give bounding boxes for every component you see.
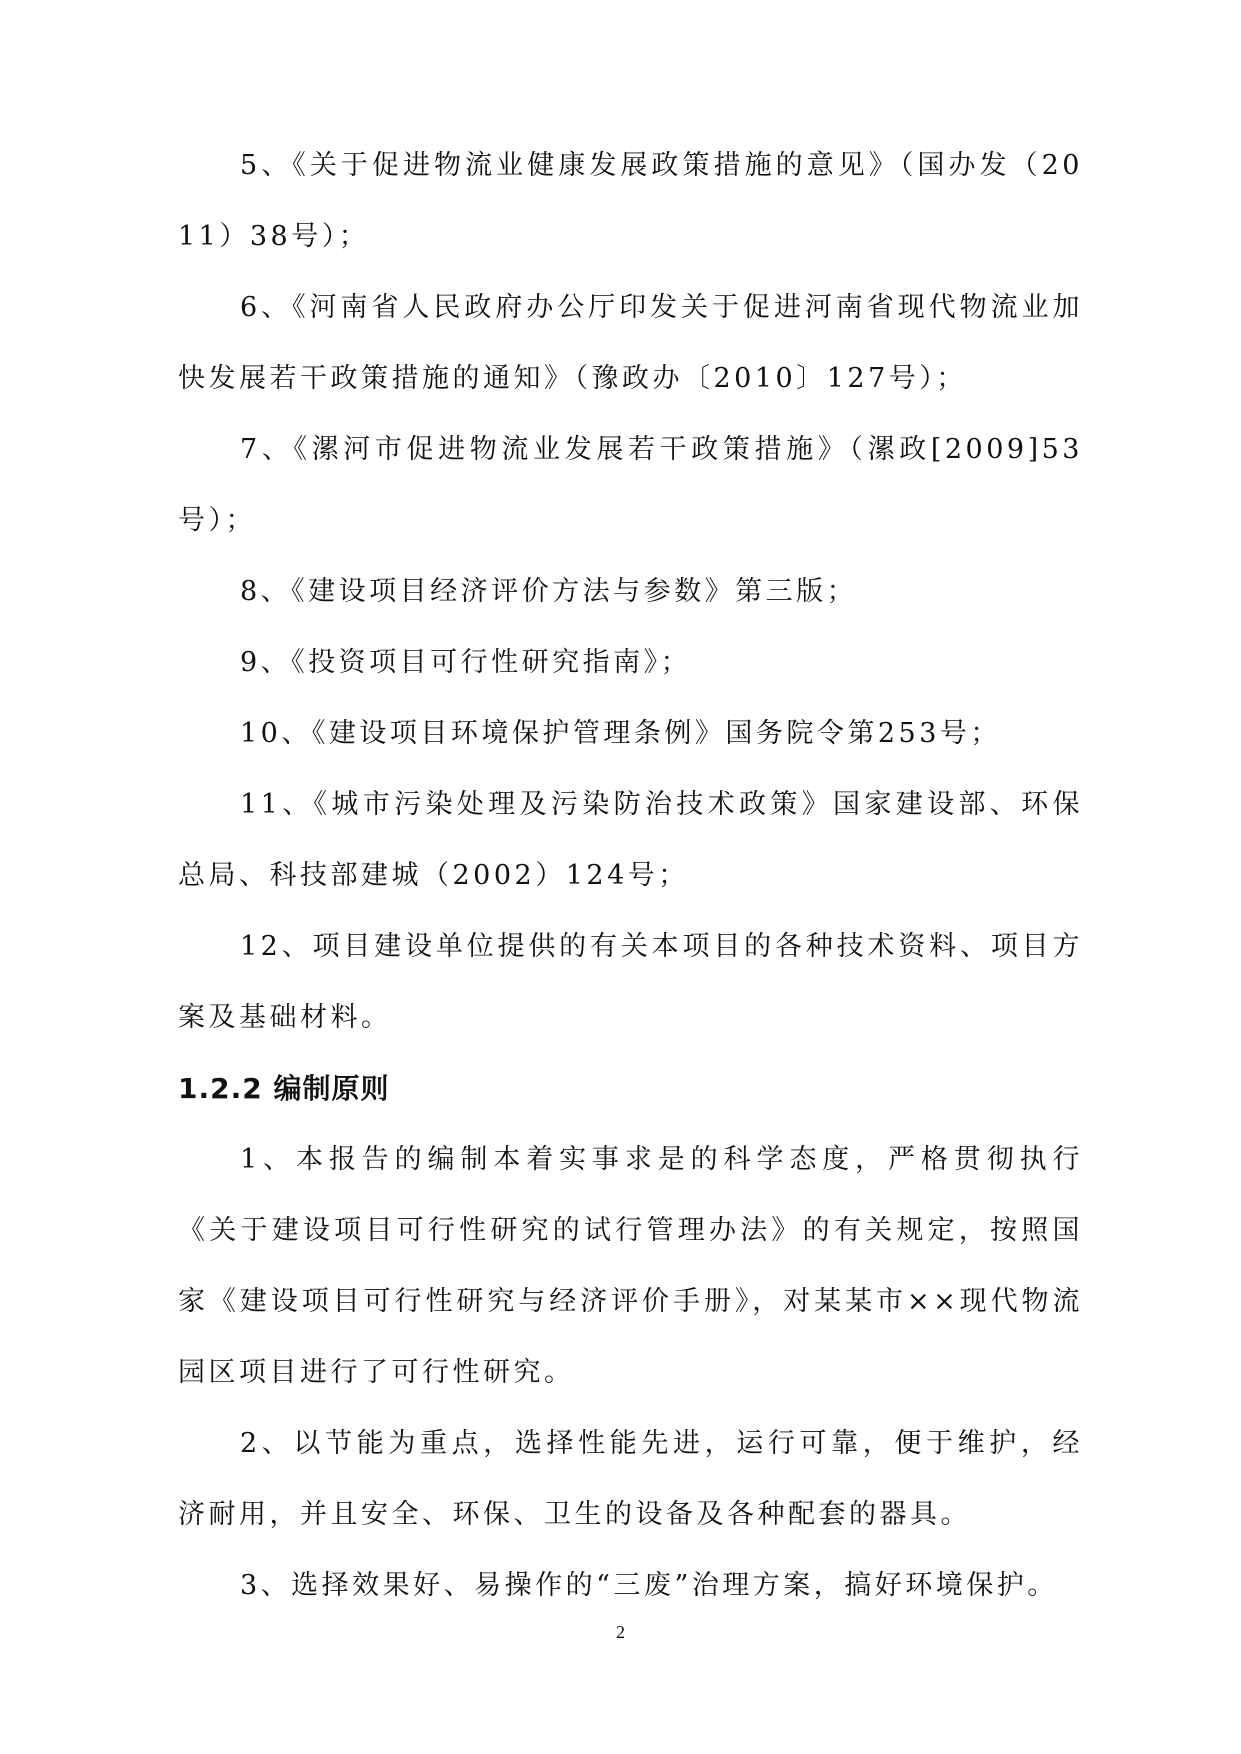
principle-item-2: 2、以节能为重点，选择性能先进，运行可靠，便于维护，经济耐用，并且安全、环保、卫生的设备及各种配套的器具。 [178,1428,1083,1530]
reference-item-11: 11、《城市污染处理及污染防治技术政策》国家建设部、环保总局、科技部建城（2002）124号； [178,789,1083,891]
principle-item-1: 1、本报告的编制本着实事求是的科学态度，严格贯彻执行《关于建设项目可行性研究的试行管理办法》的有关规定，按照国家《建设项目可行性研究与经济评价手册》，对某某市××现代物流园区项目进行了可行性研究。 [178,1144,1083,1388]
reference-item-6: 6、《河南省人民政府办公厅印发关于促进河南省现代物流业加快发展若干政策措施的通知》（豫政办〔2010〕127号）； [178,292,1083,394]
reference-item-10: 10、《建设项目环境保护管理条例》国务院令第253号； [240,718,1001,749]
reference-item-9: 9、《投资项目可行性研究指南》； [240,647,692,678]
section-heading: 1.2.2 编制原则 [178,1072,390,1105]
document-body [178,130,1083,1621]
reference-item-12: 12、项目建设单位提供的有关本项目的各种技术资料、项目方案及基础材料。 [178,931,1083,1033]
reference-item-7: 7、《漯河市促进物流业发展若干政策措施》（漯政[2009]53号）； [178,434,1083,536]
reference-item-8: 8、《建设项目经济评价方法与参数》第三版； [240,576,858,607]
page-number: 2 [616,1622,625,1642]
principle-item-3: 3、选择效果好、易操作的“三废”治理方案，搞好环境保护。 [240,1570,1058,1601]
reference-item-5: 5、《关于促进物流业健康发展政策措施的意见》（国办发（2011）38号）； [178,150,1083,252]
